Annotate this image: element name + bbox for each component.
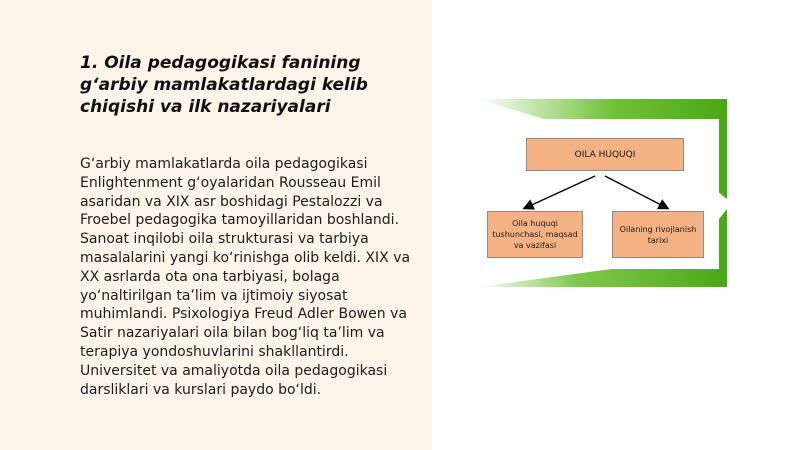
- slide-title: 1. Oila pedagogikasi fanining g‘arbiy mamlakatlardagi kelib chiqishi va ilk nazariyalari: [80, 53, 368, 117]
- box-oila-huquqi: OILA HUQUQI: [526, 138, 684, 171]
- diagram-graphics: [477, 99, 727, 287]
- box-oilaning-rivojlanish-tarixi: Oilaning rivojlanish tarixi: [612, 211, 704, 258]
- slide-body-text: G‘arbiy mamlakatlarda oila pedagogikasi Enlightenment g‘oyalaridan Rousseau Emil asaridan va XIX asr boshidagi Pestalozzi va Froebel pedagogika tamoyillaridan boshlandi. Sanoat inqilobi oila strukturasi va tarbiya masalalarini yangi ko‘rinishga olib keldi. XIX va XX asrlarda ota ona tarbiyasi, bolaga yo‘naltirilgan ta’lim va ijtimoiy siyosat muhimlandi. Psixologiya Freud Adler Bowen va Satir nazariyalari oila bilan bog‘liq ta’lim va terapiya yondoshuvlarini shakllantirdi. Universitet va amaliyotda oila pedagogikasi darsliklari va kurslari paydo bo‘ldi.: [80, 156, 411, 398]
- box-oila-huquqi-tushunchasi: Oila huquqi tushunchasi, maqsad va vazifasi: [487, 211, 583, 258]
- oila-huquqi-diagram: [477, 99, 727, 287]
